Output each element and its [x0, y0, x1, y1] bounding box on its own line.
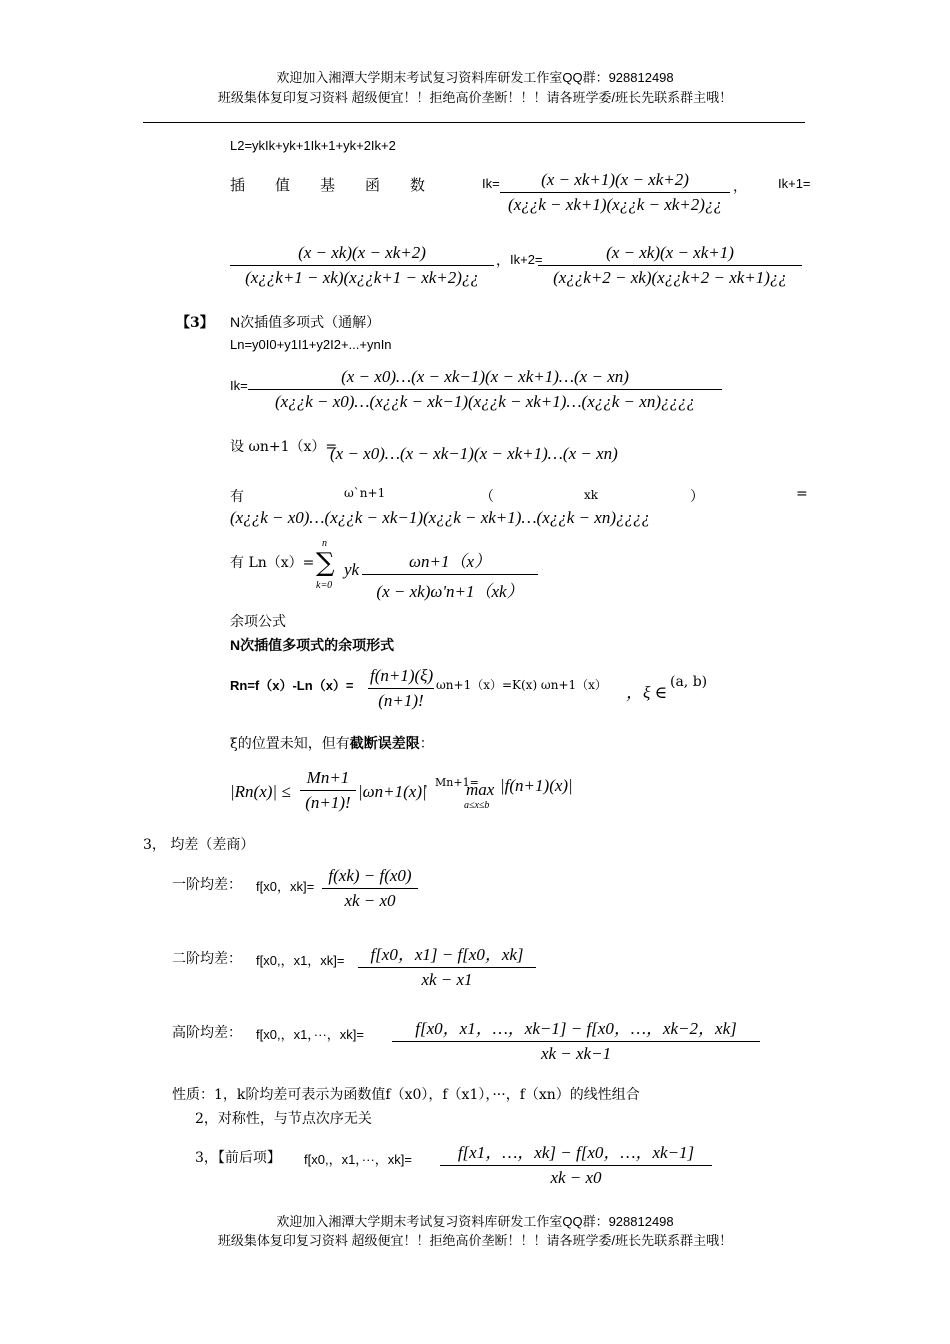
rn-fraction [368, 666, 434, 711]
high-order-lhs: f[x0,，x1，···，xk]= [256, 1027, 364, 1042]
high-order-numerator: f[x0，x1，…，xk−1] − f[x0，…，xk−2，xk] [415, 1019, 737, 1038]
error-note-bold: 截断误差限 [349, 735, 420, 751]
paren-right: ） [690, 489, 704, 505]
omega-prime-label: ω`n+1 [344, 486, 386, 500]
basis-function-label: 插 值 基 函 数 [230, 176, 426, 194]
lk-general-fraction [248, 367, 722, 412]
bound-omega: |ωn+1(x)| [358, 782, 427, 801]
you-label: 有 [230, 489, 244, 505]
property-3-numerator: f[x1，…，xk] − f[x0，…，xk−1] [457, 1143, 695, 1162]
ln-sum-denominator: (x − xk)ω'n+1（xk） [376, 582, 524, 601]
sum-lower: k=0 [316, 580, 333, 591]
lk-denominator: (x¿¿k − xk+1)(x¿¿k − xk+2)¿¿ [508, 195, 722, 214]
lk1-label: Ik+1= [778, 176, 811, 191]
second-order-lhs: f[x0,，x1，xk]= [256, 953, 345, 968]
high-order-denominator: xk − xk−1 [540, 1044, 612, 1063]
n-interp-title: N次插值多项式（通解） [230, 314, 381, 330]
lk1-numerator: (x − xk)(x − xk+2) [298, 243, 426, 262]
omega-expression: (x − x0)…(x − xk−1)(x − xk+1)…(x − xn) [330, 444, 618, 463]
property-1: 性质：1，k阶均差可表示为函数值f（x0），f（x1），···，f（xn）的线性组合 [172, 1087, 640, 1103]
xi-in: ，ξ ∈ [626, 683, 668, 702]
header-line-2: 班级集体复印复习资料 超级便宜！！拒绝高价垄断！！！请各班学委/班长先联系群主哦！ [217, 90, 733, 105]
first-order-lhs: f[x0，xk]= [256, 879, 315, 894]
error-note-post: ： [419, 736, 434, 752]
remainder-subtitle: N次插值多项式的余项形式 [230, 637, 395, 653]
bound-fraction [300, 768, 356, 813]
comma: ， [496, 253, 510, 269]
remainder-title: 余项公式 [230, 614, 286, 630]
second-order-fraction [358, 940, 536, 990]
lk-general-numerator: (x − x0)…(x − xk−1)(x − xk+1)…(x − xn) [341, 367, 629, 386]
property-3-label: 3，【前后项】 [195, 1150, 281, 1166]
max-expression: |f(n+1)(x)| [500, 776, 573, 795]
property-3-fraction [440, 1138, 712, 1188]
sum-coefficient: yk [344, 560, 360, 579]
error-note-pre: ξ的位置未知，但有 [230, 736, 350, 752]
first-order-fraction [322, 866, 418, 911]
lk2-fraction [538, 243, 802, 288]
omega-label: 设 ωn+1（x）= [230, 439, 338, 455]
property-2: 2，对称性，与节点次序无关 [195, 1111, 372, 1127]
divdiff-title: 3， 均差（差商） [143, 837, 255, 853]
rn-numerator: f(n+1)(ξ) [370, 666, 434, 685]
lk-general-denominator: (x¿¿k − x0)…(x¿¿k − xk−1)(x¿¿k − xk+1)…(x¿¿k − xn)¿¿¿¿ [275, 392, 695, 411]
rn-tail: ωn+1（x）=K(x) ωn+1（x） [436, 678, 607, 692]
first-order-label: 一阶均差： [172, 877, 242, 893]
ln-sum-label: 有 Ln（x）= [230, 555, 315, 571]
ln-sum-fraction [362, 547, 538, 602]
ln-formula: Ln=y0I0+y1I1+y2I2+...+ynIn [230, 337, 392, 352]
interval: (a, b) [670, 674, 708, 690]
second-order-denominator: xk − x1 [421, 970, 473, 989]
paren-left: （ [480, 489, 494, 505]
lk-label: Ik= [482, 176, 500, 191]
rn-denominator: (n+1)! [378, 691, 424, 710]
property-3-denominator: xk − x0 [550, 1168, 602, 1187]
sum-sign-icon: ∑ [316, 548, 335, 578]
first-order-denominator: xk − x0 [344, 891, 396, 910]
error-note [230, 733, 434, 753]
bound-left: |Rn(x)| ≤ [230, 782, 291, 801]
section-bracket-3: 【3】 [176, 315, 214, 331]
bound-numerator: Mn+1 [306, 768, 350, 787]
header-divider [143, 122, 805, 123]
lk-numerator: (x − xk+1)(x − xk+2) [541, 170, 689, 189]
first-order-numerator: f(xk) − f(x0) [328, 866, 412, 885]
omega-prime-expression: (x¿¿k − x0)…(x¿¿k − xk−1)(x¿¿k − xk+1)…(x¿¿k − xn)¿¿¿¿ [230, 508, 650, 527]
header-line-1: 欢迎加入湘潭大学期末考试复习资料库研发工作室QQ群：928812498 [276, 70, 674, 85]
lk-fraction [500, 170, 730, 215]
lk2-numerator: (x − xk)(x − xk+1) [606, 243, 734, 262]
equals-sign: = [796, 486, 808, 502]
ln-sum-numerator: ωn+1（x） [408, 552, 492, 571]
comma: ， [733, 179, 747, 195]
rn-label: Rn=f（x）-Ln（x）= [230, 678, 354, 693]
lk-general-label: Ik= [230, 378, 248, 393]
max-word: max [466, 780, 495, 799]
lk2-label: Ik+2= [510, 252, 543, 267]
xk-label: xk [584, 488, 599, 502]
l2-formula: L2=ykIk+yk+1Ik+1+yk+2Ik+2 [230, 138, 396, 153]
high-order-fraction [392, 1014, 760, 1064]
footer-line-1: 欢迎加入湘潭大学期末考试复习资料库研发工作室QQ群：928812498 [276, 1214, 674, 1229]
lk1-denominator: (x¿¿k+1 − xk)(x¿¿k+1 − xk+2)¿¿ [245, 268, 479, 287]
lk2-denominator: (x¿¿k+2 − xk)(x¿¿k+2 − xk+1)¿¿ [553, 268, 787, 287]
sum-upper: n [322, 538, 327, 549]
footer-line-2: 班级集体复印复习资料 超级便宜！！拒绝高价垄断！！！请各班学委/班长先联系群主哦！ [217, 1233, 733, 1248]
bound-denominator: (n+1)! [305, 793, 351, 812]
second-order-numerator: f[x0，x1] − f[x0，xk] [370, 945, 524, 964]
max-range: a≤x≤b [464, 800, 490, 811]
second-order-label: 二阶均差： [172, 951, 242, 967]
high-order-label: 高阶均差： [172, 1025, 242, 1041]
m-label: ，Mn+1= [424, 776, 479, 789]
lk1-fraction [230, 243, 494, 288]
property-3-lhs: f[x0,，x1，···，xk]= [304, 1152, 412, 1167]
